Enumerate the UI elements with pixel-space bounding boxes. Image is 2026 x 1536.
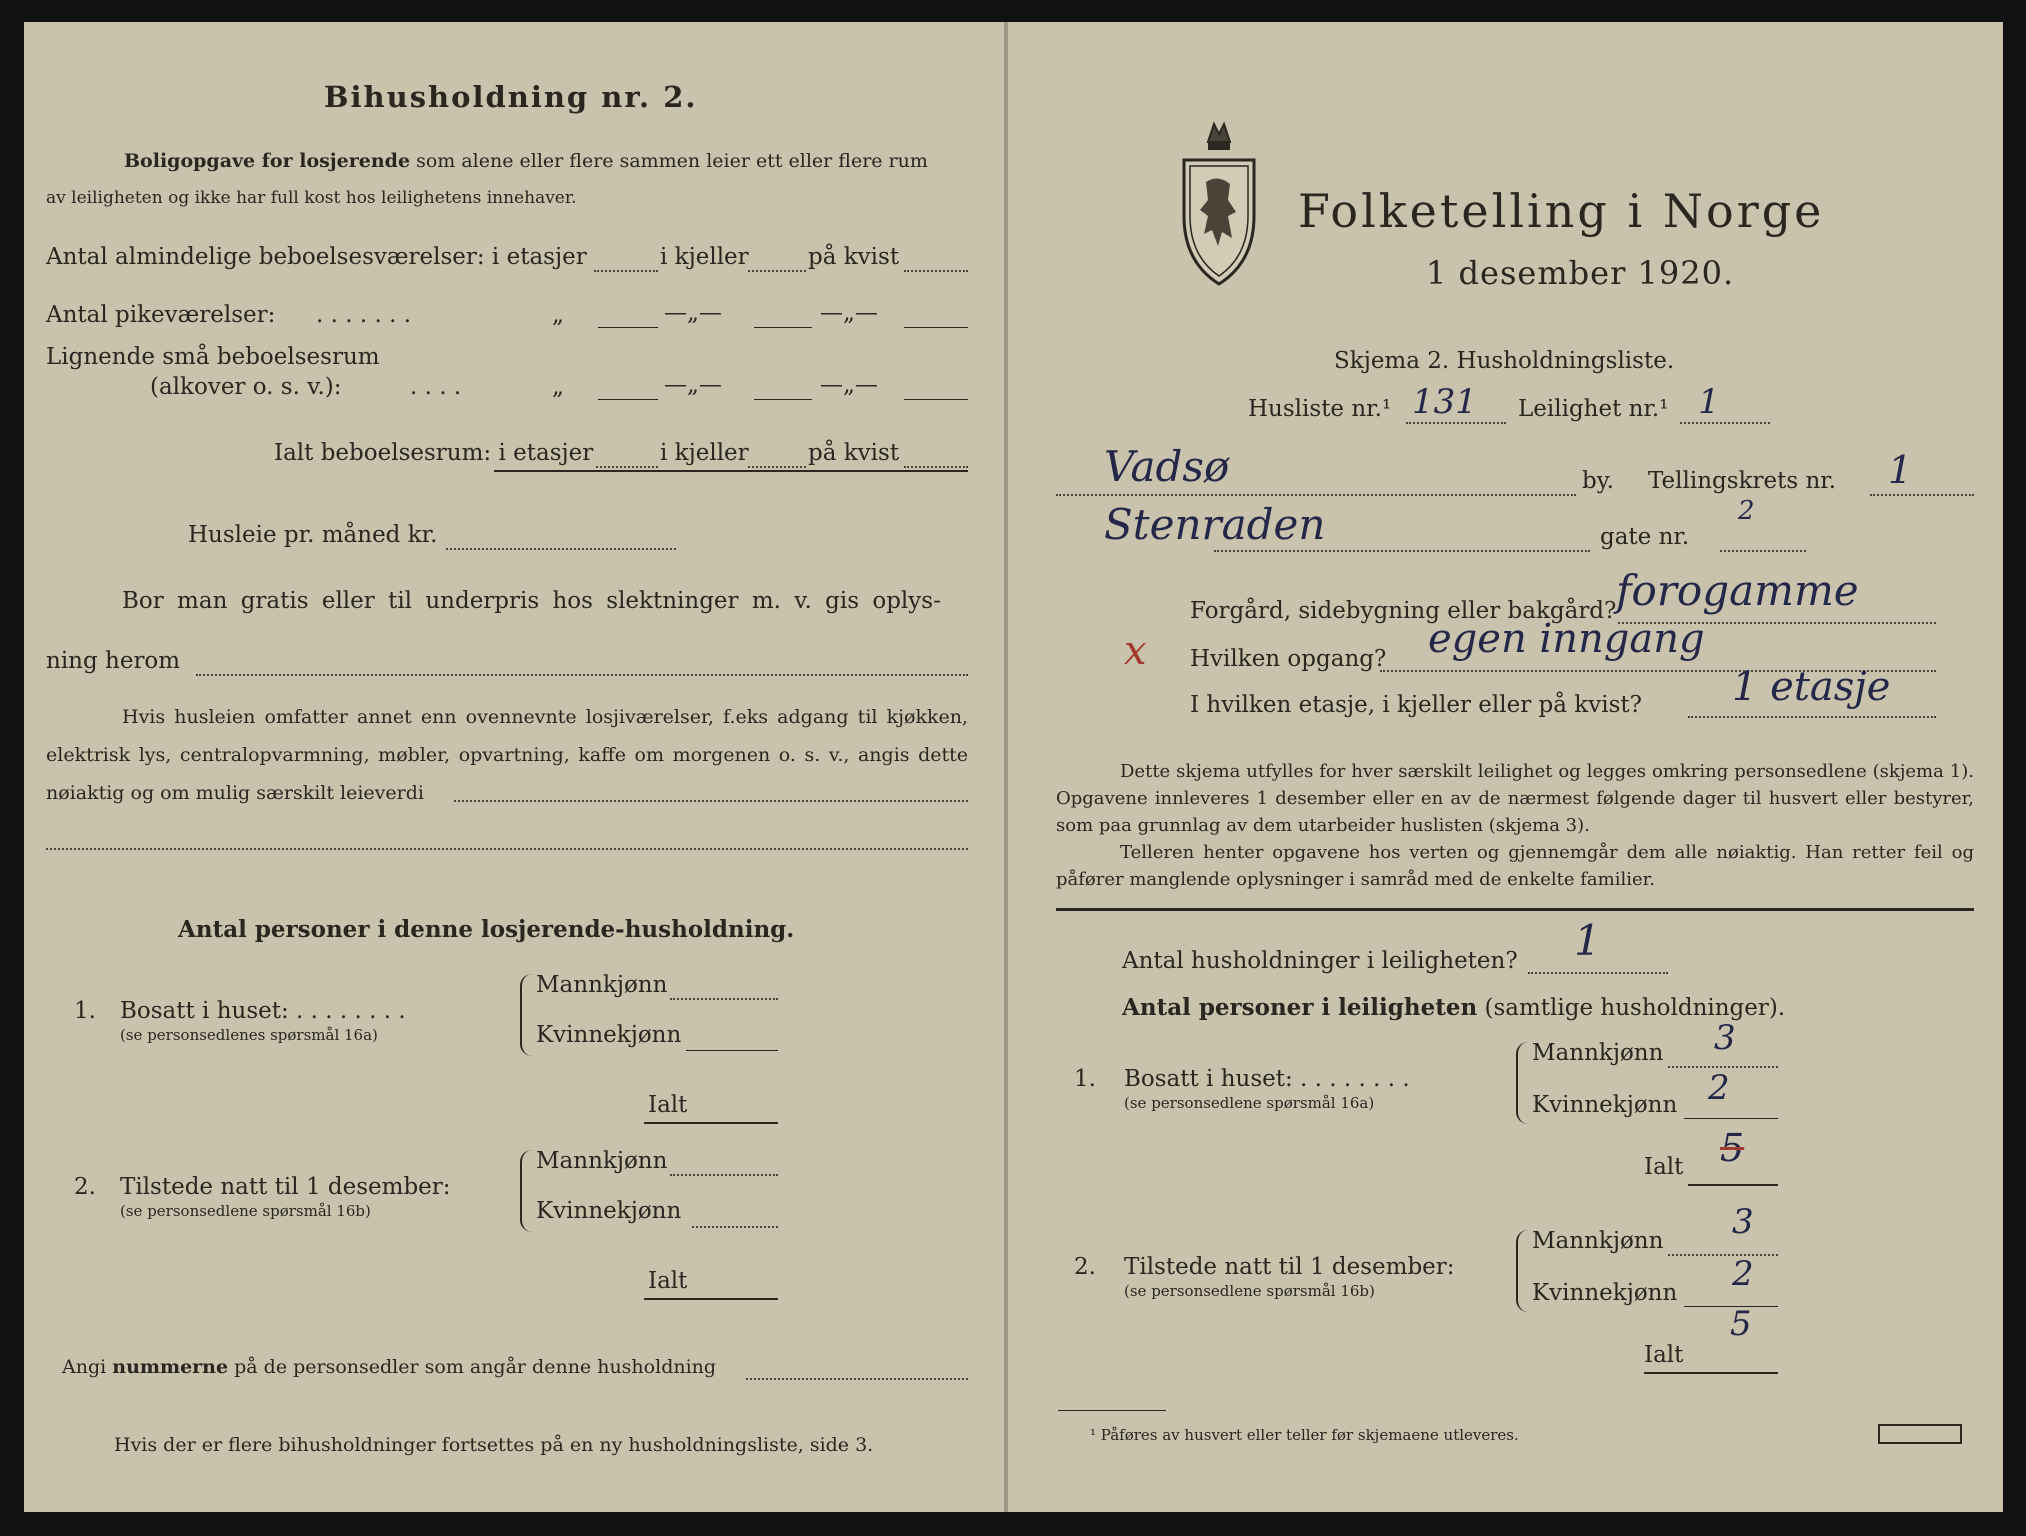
- husleie-label: Husleie pr. måned kr.: [188, 522, 438, 548]
- intro-line2: av leiligheten og ikke har full kost hos leilighetens innehaver.: [46, 188, 577, 208]
- right-q2-ialt-label: Ialt: [1644, 1342, 1684, 1368]
- rooms-kvist-field[interactable]: [904, 270, 968, 272]
- right-date: 1 desember 1920.: [1426, 254, 1735, 292]
- lign-ditto-2: —„—: [664, 372, 722, 398]
- pike-line-1: [598, 327, 658, 328]
- right-q1-kvinne-label: Kvinnekjønn: [1532, 1092, 1678, 1118]
- left-q2-label: Tilstede natt til 1 desember:: [120, 1174, 451, 1200]
- hvis-field-2[interactable]: [46, 848, 968, 850]
- etasje-value: 1 etasje: [1732, 664, 1891, 710]
- husleie-field[interactable]: [446, 548, 676, 550]
- hush-field[interactable]: [1528, 972, 1668, 974]
- right-q1-ialt-field[interactable]: [1688, 1184, 1778, 1186]
- right-q1-label: Bosatt i huset:: [1124, 1066, 1293, 1092]
- angi-pre: Angi: [62, 1356, 113, 1378]
- right-q2-brace: [1516, 1230, 1528, 1312]
- by-value: Vadsø: [1104, 442, 1230, 491]
- angi-field[interactable]: [746, 1378, 968, 1380]
- left-q1-kvinne-label: Kvinnekjønn: [536, 1022, 682, 1048]
- lign-label-1: Lignende små beboelsesrum: [46, 344, 380, 370]
- gate-label: gate nr.: [1600, 524, 1690, 550]
- husliste-value: 131: [1412, 382, 1477, 422]
- section-divider: [1056, 908, 1974, 911]
- left-q2-ialt-label: Ialt: [648, 1268, 688, 1294]
- pike-label: Antal pikeværelser:: [46, 302, 276, 328]
- right-q1-dots: . . . . . . . .: [1300, 1066, 1410, 1092]
- schema-label: Skjema 2. Husholdningsliste.: [1334, 348, 1675, 374]
- left-page: [24, 22, 1006, 1512]
- opgang-mark: x: [1124, 628, 1147, 674]
- opgang-value: egen inngang: [1428, 616, 1705, 662]
- right-q2-mann-field[interactable]: [1668, 1254, 1778, 1256]
- etasje-field[interactable]: [1688, 716, 1936, 718]
- right-q1-kvinne-field[interactable]: [1684, 1118, 1778, 1119]
- right-q2-num: 2.: [1074, 1254, 1096, 1280]
- husliste-field[interactable]: [1406, 422, 1506, 424]
- rooms-kjeller-label: i kjeller: [660, 244, 749, 270]
- ialt-etasjer-field[interactable]: [596, 466, 658, 468]
- krets-label: Tellingskrets nr.: [1648, 468, 1837, 494]
- left-q1-dots: . . . . . . . .: [296, 998, 406, 1024]
- gate-field[interactable]: [1214, 550, 1590, 552]
- right-q1-sub: (se personsedlene spørsmål 16a): [1124, 1094, 1375, 1112]
- rooms-kjeller-field[interactable]: [748, 270, 806, 272]
- krets-value: 1: [1888, 448, 1913, 492]
- intro-line1: [124, 150, 928, 172]
- info-paragraph-1: Dette skjema utfylles for hver særskilt leilighet og legges omkring personsedlene (skjema 1). Opgavene innleveres 1 desember eller en av de nærmest følgende dager til husvert eller bestyrer, som paa grunnlag av dem utarbeider huslisten (skjema 3).: [1056, 761, 1974, 836]
- lign-ditto-3: —„—: [820, 372, 878, 398]
- right-q2-sub: (se personsedlene spørsmål 16b): [1124, 1282, 1375, 1300]
- angi-bold: nummerne: [112, 1356, 229, 1378]
- persons-line: [1122, 994, 1785, 1021]
- right-q1-mann-value: 3: [1714, 1018, 1736, 1058]
- printer-stamp: [1878, 1424, 1962, 1444]
- right-title: Folketelling i Norge: [1298, 184, 1825, 238]
- right-q2-ialt-field[interactable]: [1644, 1372, 1778, 1374]
- ialt-kjeller-field[interactable]: [748, 466, 806, 468]
- info-paragraph-2: Telleren henter opgavene hos verten og gjennemgår dem alle nøiaktig. Han retter feil og påfører manglende oplysninger i samråd med de enkelte familier.: [1056, 842, 1974, 890]
- pike-ditto-2: —„—: [664, 300, 722, 326]
- left-q2-kvinne-label: Kvinnekjønn: [536, 1198, 682, 1224]
- left-q2-sub: (se personsedlene spørsmål 16b): [120, 1202, 371, 1220]
- right-q1-ialt-label: Ialt: [1644, 1154, 1684, 1180]
- left-q2-num: 2.: [74, 1174, 96, 1200]
- right-q2-kvinne-value: 2: [1732, 1254, 1754, 1294]
- by-field[interactable]: [1056, 494, 1576, 496]
- ialt-rooms-label: Ialt beboelsesrum: i etasjer: [274, 440, 594, 466]
- angi-post: på de personsedler som angår denne husholdning: [228, 1356, 717, 1378]
- ialt-kvist-label: på kvist: [808, 440, 900, 466]
- left-q2-brace: [520, 1150, 532, 1232]
- right-q2-mann-value: 3: [1732, 1202, 1754, 1242]
- etasje-label: I hvilken etasje, i kjeller eller på kvist?: [1190, 692, 1642, 718]
- persons-bold: Antal personer i leiligheten: [1122, 994, 1478, 1021]
- left-q1-ialt-field[interactable]: [644, 1122, 778, 1124]
- right-page: [1008, 22, 2003, 1512]
- right-q2-label: Tilstede natt til 1 desember:: [1124, 1254, 1455, 1280]
- right-q2-kvinne-label: Kvinnekjønn: [1532, 1280, 1678, 1306]
- hvis-field[interactable]: [454, 800, 968, 802]
- gate-nr-field[interactable]: [1720, 550, 1806, 552]
- lign-line-2: [754, 399, 812, 400]
- footnote-rule: [1058, 1410, 1166, 1411]
- right-q1-ialt-value: 5: [1720, 1126, 1745, 1170]
- leilighet-field[interactable]: [1680, 422, 1770, 424]
- footnote: ¹ Påføres av husvert eller teller før skjemaene utleveres.: [1090, 1426, 1519, 1444]
- left-q1-mann-field[interactable]: [670, 998, 778, 1000]
- gratis-field[interactable]: [196, 674, 968, 676]
- ialt-kjeller-label: i kjeller: [660, 440, 749, 466]
- ialt-kvist-field[interactable]: [904, 466, 968, 468]
- forgard-label: Forgård, sidebygning eller bakgård?: [1190, 598, 1617, 624]
- rooms-label: Antal almindelige beboelsesværelser: i etasjer: [46, 244, 587, 270]
- rooms-etasjer-field[interactable]: [594, 270, 658, 272]
- left-q1-sub: (se personsedlenes spørsmål 16a): [120, 1026, 378, 1044]
- left-footer: Hvis der er flere bihusholdninger fortsettes på en ny husholdningsliste, side 3.: [114, 1434, 874, 1456]
- opgang-label: Hvilken opgang?: [1190, 646, 1387, 672]
- left-q2-ialt-field[interactable]: [644, 1298, 778, 1300]
- leilighet-label: Leilighet nr.¹: [1518, 396, 1669, 422]
- left-q1-kvinne-field[interactable]: [686, 1050, 778, 1051]
- gate-nr-value: 2: [1738, 496, 1755, 526]
- hush-label: Antal husholdninger i leiligheten?: [1122, 948, 1518, 974]
- hvis-paragraph: Hvis husleien omfatter annet enn ovennevnte losjiværelser, f.eks adgang til kjøkken, elektrisk lys, centralopvarmning, møbler, opvartning, kaffe om morgenen o. s. v., angis dette nøiaktig og om mulig særskilt leieverdi: [46, 706, 968, 804]
- by-label: by.: [1582, 468, 1614, 494]
- pike-line-2: [754, 327, 812, 328]
- coat-of-arms-icon: [1178, 112, 1260, 290]
- right-q1-kvinne-value: 2: [1708, 1068, 1730, 1108]
- left-q2-kvinne-field[interactable]: [692, 1226, 778, 1228]
- pike-ditto: „: [552, 302, 564, 328]
- gratis-line2: ning herom: [46, 648, 181, 674]
- lign-dots: . . . .: [410, 374, 462, 400]
- lign-label-2: (alkover o. s. v.):: [150, 374, 342, 400]
- left-q1-mann-label: Mannkjønn: [536, 972, 668, 998]
- left-q1-num: 1.: [74, 998, 96, 1024]
- right-q2-ialt-value: 5: [1730, 1304, 1752, 1344]
- pike-ditto-3: —„—: [820, 300, 878, 326]
- pike-dots: . . . . . . .: [316, 302, 412, 328]
- pike-line-3: [904, 327, 968, 328]
- intro-rest: som alene eller flere sammen leier ett eller flere rum: [410, 150, 928, 172]
- right-q1-mann-label: Mannkjønn: [1532, 1040, 1664, 1066]
- lign-line-3: [904, 399, 968, 400]
- krets-field[interactable]: [1870, 494, 1974, 496]
- rooms-kvist-label: på kvist: [808, 244, 900, 270]
- ialt-underline: [494, 470, 968, 472]
- left-q1-ialt-label: Ialt: [648, 1092, 688, 1118]
- intro-bold: Boligopgave for losjerende: [124, 150, 411, 172]
- right-q1-brace: [1516, 1042, 1528, 1124]
- left-persons-heading: Antal personer i denne losjerende-husholdning.: [178, 916, 795, 943]
- gratis-line1: Bor man gratis eller til underpris hos slektninger m. v. gis oplys-: [122, 588, 941, 614]
- left-q1-brace: [520, 974, 532, 1056]
- hush-value: 1: [1574, 916, 1601, 965]
- left-q2-mann-label: Mannkjønn: [536, 1148, 668, 1174]
- persons-rest: (samtlige husholdninger).: [1477, 995, 1786, 1021]
- right-q2-mann-label: Mannkjønn: [1532, 1228, 1664, 1254]
- left-q1-label: Bosatt i huset:: [120, 998, 289, 1024]
- left-q2-mann-field[interactable]: [670, 1174, 778, 1176]
- leilighet-value: 1: [1698, 382, 1720, 422]
- husliste-label: Husliste nr.¹: [1248, 396, 1392, 422]
- gate-value: Stenraden: [1104, 500, 1326, 549]
- forgard-value: forogamme: [1616, 566, 1859, 615]
- lign-ditto: „: [552, 374, 564, 400]
- left-title: Bihusholdning nr. 2.: [324, 80, 698, 114]
- lign-line-1: [598, 399, 658, 400]
- angi-line: [62, 1356, 716, 1378]
- right-q1-num: 1.: [1074, 1066, 1096, 1092]
